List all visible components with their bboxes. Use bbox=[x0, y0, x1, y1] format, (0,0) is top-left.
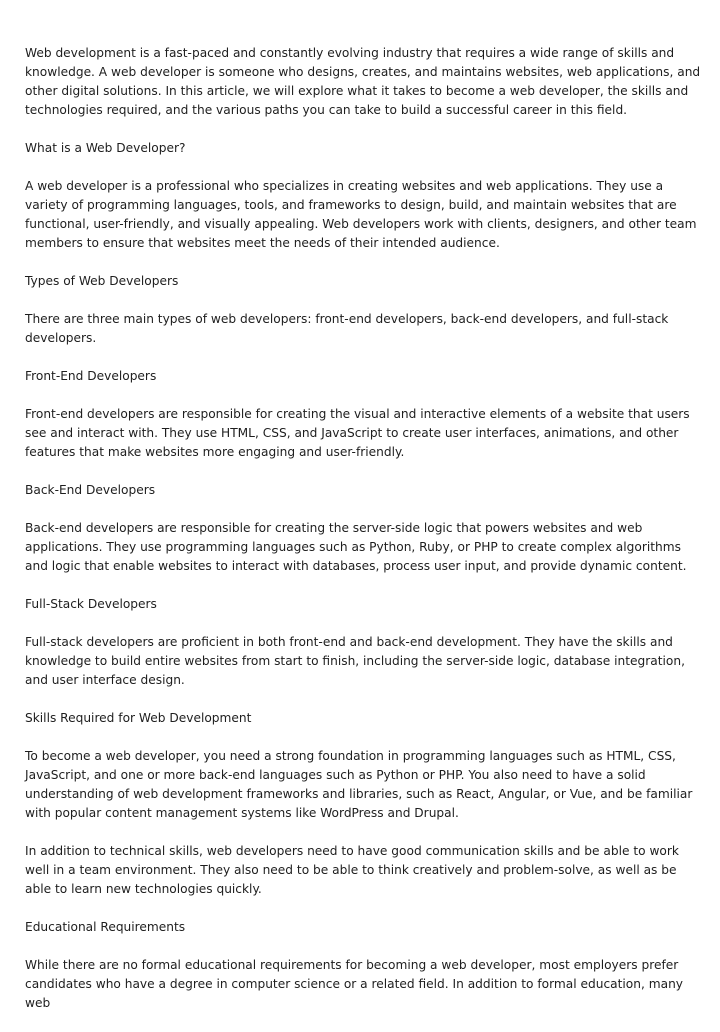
paragraph-what-is-web-developer: A web developer is a professional who specializes in creating websites and web applications. They use a variety of programming languages, tools, and frameworks to design, build, and maintain websites that are functional, user-friendly, and visually appealing. Web developers work with clients, designers, and other team members to ensure that websites meet the needs of their intended audience. bbox=[25, 179, 697, 250]
section-heading-back-end: Back-End Developers bbox=[25, 483, 156, 497]
paragraph-back-end: Back-end developers are responsible for creating the server-side logic that powers websites and web applications. They use programming languages such as Python, Ruby, or PHP to create complex algorithms and logic that enable websites to interact with databases, process user input, and provide dynamic content. bbox=[25, 521, 687, 573]
paragraph-education: While there are no formal educational requirements for becoming a web developer, most employers prefer candidates who have a degree in computer science or a related field. In addition to formal education, many web bbox=[25, 958, 684, 1010]
section-heading-skills: Skills Required for Web Development bbox=[25, 711, 252, 725]
section-heading-what-is-web-developer: What is a Web Developer? bbox=[25, 141, 186, 155]
document-body bbox=[25, 44, 701, 1032]
paragraph-full-stack: Full-stack developers are proficient in both front-end and back-end development. They have the skills and knowledge to build entire websites from start to finish, including the server-side logic, database integration, and user interface design. bbox=[25, 635, 685, 687]
paragraph-types: There are three main types of web developers: front-end developers, back-end developers, and full-stack developers. bbox=[25, 312, 669, 345]
intro-paragraph: Web development is a fast-paced and constantly evolving industry that requires a wide range of skills and knowledge. A web developer is someone who designs, creates, and maintains websites, web applications, and other digital solutions. In this article, we will explore what it takes to become a web developer, the skills and technologies required, and the various paths you can take to build a successful career in this field. bbox=[25, 46, 701, 117]
section-heading-full-stack: Full-Stack Developers bbox=[25, 597, 157, 611]
paragraph-skills-technical: To become a web developer, you need a strong foundation in programming languages such as HTML, CSS, JavaScript, and one or more back-end languages such as Python or PHP. You also need to have a solid understanding of web development frameworks and libraries, such as React, Angular, or Vue, and be familiar with popular content management systems like WordPress and Drupal. bbox=[25, 749, 693, 820]
section-heading-types: Types of Web Developers bbox=[25, 274, 179, 288]
paragraph-front-end: Front-end developers are responsible for creating the visual and interactive elements of a website that users see and interact with. They use HTML, CSS, and JavaScript to create user interfaces, animations, and other features that make websites more engaging and user-friendly. bbox=[25, 407, 690, 459]
section-heading-front-end: Front-End Developers bbox=[25, 369, 157, 383]
paragraph-skills-soft: In addition to technical skills, web developers need to have good communication skills and be able to work well in a team environment. They also need to be able to think creatively and problem-solve, as well as be able to learn new technologies quickly. bbox=[25, 844, 679, 896]
section-heading-education: Educational Requirements bbox=[25, 920, 186, 934]
